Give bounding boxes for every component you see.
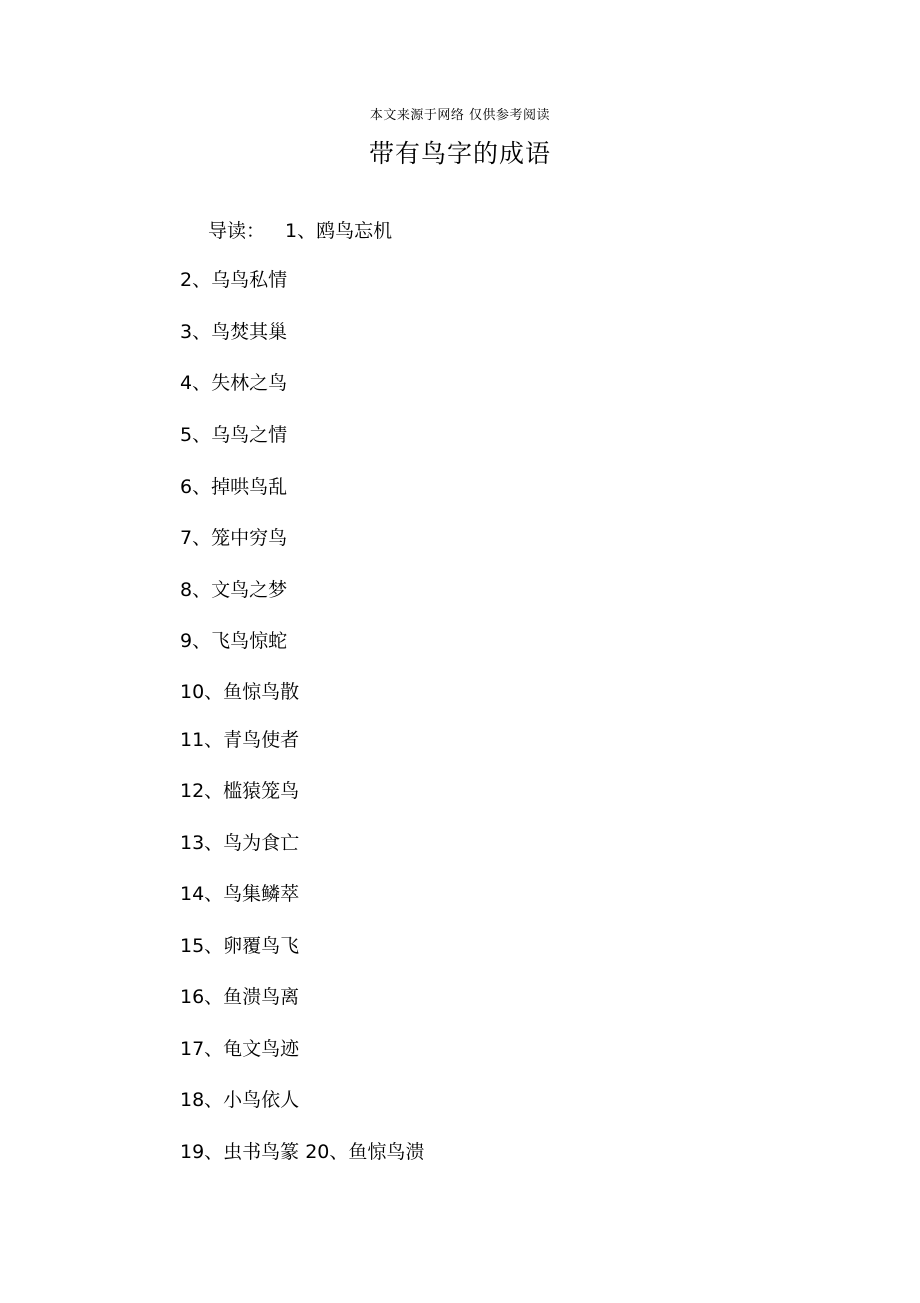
list-item: 8、文鸟之梦 [180, 579, 288, 601]
list-item: 2、乌鸟私情 [180, 269, 288, 291]
list-item: 19、虫书鸟篆 20、鱼惊鸟溃 [180, 1141, 425, 1163]
list-item: 7、笼中穷鸟 [180, 527, 288, 549]
list-item: 17、龟文鸟迹 [180, 1038, 300, 1060]
list-item: 16、鱼溃鸟离 [180, 986, 300, 1008]
document-title: 带有鸟字的成语 [368, 139, 551, 168]
list-item: 10、鱼惊鸟散 [180, 681, 300, 703]
list-item: 4、失林之鸟 [180, 372, 288, 394]
source-note: 本文来源于网络 仅供参考阅读 [369, 108, 551, 123]
list-item: 11、青鸟使者 [180, 729, 300, 751]
list-item: 6、掉哄鸟乱 [180, 476, 288, 498]
list-item: 3、鸟焚其巢 [180, 321, 288, 343]
list-item: 14、鸟集鳞萃 [180, 883, 300, 905]
intro-label: 导读： [208, 220, 266, 242]
intro-first-item: 1、鸥鸟忘机 [285, 220, 393, 242]
list-item: 15、卵覆鸟飞 [180, 935, 300, 957]
list-item: 9、飞鸟惊蛇 [180, 630, 288, 652]
list-item: 13、鸟为食亡 [180, 832, 300, 854]
list-item: 18、小鸟依人 [180, 1089, 300, 1111]
list-item: 12、槛猿笼鸟 [180, 780, 300, 802]
intro-line [208, 216, 392, 243]
list-item: 5、乌鸟之情 [180, 424, 288, 446]
